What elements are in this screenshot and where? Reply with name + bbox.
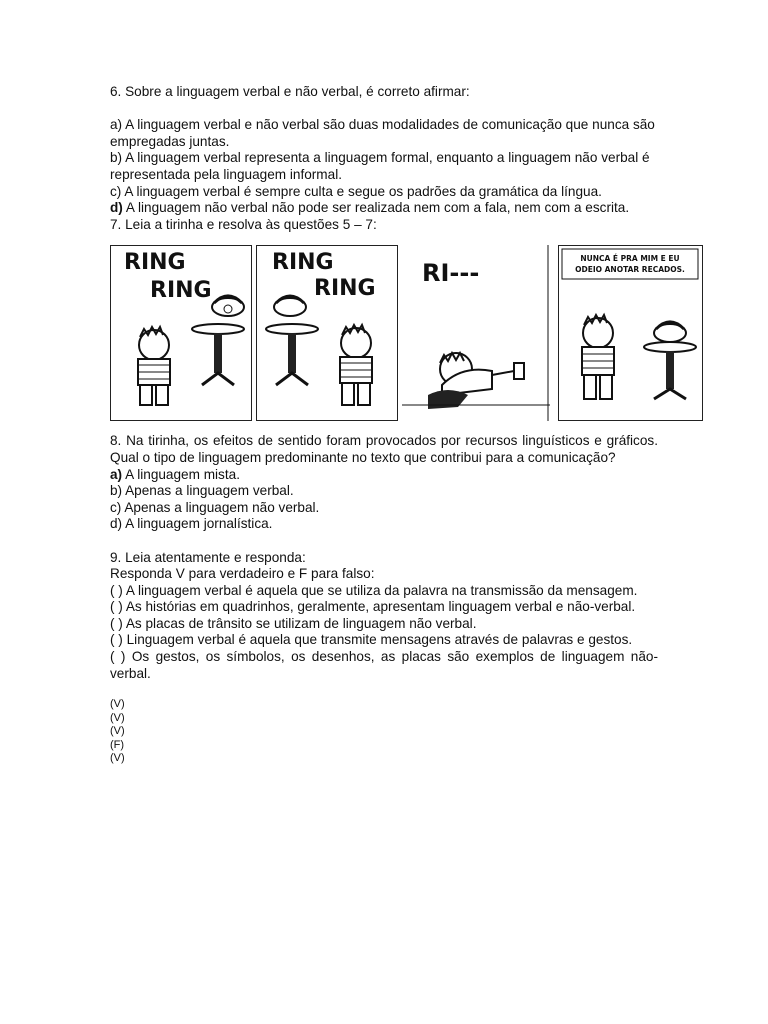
comic-panel-4 <box>558 245 703 421</box>
comic-panel-1-ring-top: RING <box>124 250 186 276</box>
answer-key <box>110 698 658 766</box>
comic-panel-2-drawing <box>256 245 398 421</box>
question-6-option-d-label: d) <box>110 200 123 216</box>
comic-panel-1 <box>110 245 252 421</box>
comic-strip <box>110 245 703 421</box>
question-9-instruction: Responda V para verdadeiro e F para falso: <box>110 566 375 582</box>
question-8-option-d: d) A linguagem jornalística. <box>110 516 273 532</box>
question-8-option-a-text: A linguagem mista. <box>122 466 240 482</box>
question-6-option-a: a) A linguagem verbal e não verbal são duas modalidades de comunicação que nunca são empregadas juntas. <box>110 117 655 149</box>
question-8-option-a-label: a) <box>110 466 123 482</box>
comic-panel-3-drawing <box>402 245 550 421</box>
comic-panel-2-ring-top: RING <box>272 250 334 276</box>
question-8-title: 8. Na tirinha, os efeitos de sentido foram provocados por recursos linguísticos e gráficos. Qual o tipo de linguagem predominante no texto que contribui para a comunicação? <box>110 433 658 465</box>
answer-1: (V) <box>110 698 125 711</box>
question-9-title: 9. Leia atentamente e responda: <box>110 549 306 565</box>
answer-5: (V) <box>110 752 125 765</box>
comic-panel-2 <box>256 245 398 421</box>
comic-panel-1-ring-bottom: RING <box>150 278 212 304</box>
question-9-item-3: ( ) As placas de trânsito se utilizam de linguagem não verbal. <box>110 615 477 631</box>
comic-panel-3-ring-cut: RI--- <box>422 259 480 288</box>
answer-2: (V) <box>110 711 125 724</box>
question-6-option-d <box>110 200 658 217</box>
question-8-option-b: b) Apenas a linguagem verbal. <box>110 483 294 499</box>
comic-panel-3 <box>402 245 550 421</box>
question-6-option-c: c) A linguagem verbal é sempre culta e segue os padrões da gramática da língua. <box>110 183 602 199</box>
question-6-option-b: b) A linguagem verbal representa a linguagem formal, enquanto a linguagem não verbal é representada pela linguagem informal. <box>110 150 650 182</box>
question-8-option-a <box>110 467 658 484</box>
comic-panel-4-drawing <box>558 245 703 421</box>
question-9-item-2: ( ) As histórias em quadrinhos, geralmente, apresentam linguagem verbal e não-verbal. <box>110 599 636 615</box>
comic-panel-4-speech-line-1: NUNCA É PRA MIM E EU <box>580 254 680 264</box>
question-6-option-d-text: A linguagem não verbal não pode ser realizada nem com a fala, nem com a escrita. <box>122 200 630 216</box>
question-9-item-5: ( ) Os gestos, os símbolos, os desenhos, as placas são exemplos de linguagem não-verbal. <box>110 649 658 681</box>
comic-panel-4-speech-line-2: ODEIO ANOTAR RECADOS. <box>575 265 685 275</box>
question-7-title: 7. Leia a tirinha e resolva às questões 5 – 7: <box>110 216 377 232</box>
question-9-item-4: ( ) Linguagem verbal é aquela que transmite mensagens através de palavras e gestos. <box>110 632 633 648</box>
question-9-item-1: ( ) A linguagem verbal é aquela que se utiliza da palavra na transmissão da mensagem. <box>110 582 638 598</box>
comic-panel-2-ring-bottom: RING <box>314 276 376 302</box>
document-page <box>110 84 685 766</box>
answer-4: (F) <box>110 738 125 751</box>
question-8-option-c: c) Apenas a linguagem não verbal. <box>110 499 320 515</box>
question-6-title: 6. Sobre a linguagem verbal e não verbal, é correto afirmar: <box>110 84 470 99</box>
answer-3: (V) <box>110 725 125 738</box>
comic-panel-1-drawing <box>110 245 252 421</box>
